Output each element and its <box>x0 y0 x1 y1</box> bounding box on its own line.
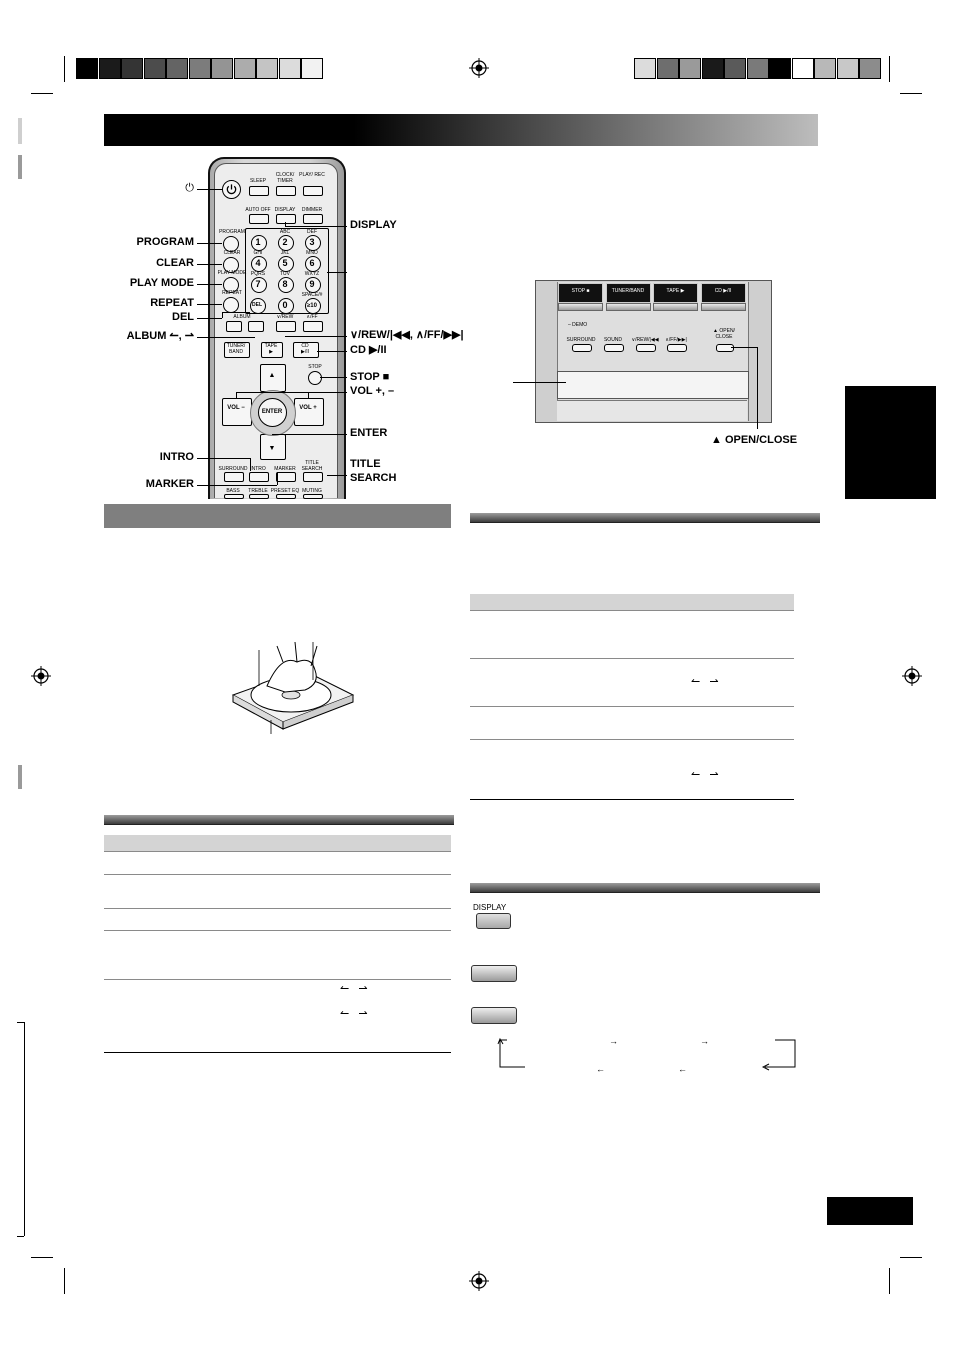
open-close-leader <box>731 347 757 348</box>
crop-mark <box>889 56 890 82</box>
cd-play-label: CD ▶/II <box>350 344 387 356</box>
color-swatch <box>724 58 746 79</box>
bottom-btn-label: SURROUND <box>218 466 248 472</box>
color-swatch <box>76 58 98 79</box>
intro-label: INTRO <box>159 451 194 463</box>
registration-target-icon <box>902 666 922 686</box>
cd-label: CD <box>301 343 309 349</box>
color-swatch <box>747 58 769 79</box>
unit-row-label: SOUND <box>603 337 623 343</box>
leader-line <box>197 189 222 190</box>
table-rule <box>104 851 451 852</box>
leader-line <box>236 392 347 393</box>
album-label: ALBUM ↼, ⇀ <box>126 330 194 342</box>
last-row-button[interactable] <box>224 494 244 499</box>
keypad-letters: JKL <box>280 250 290 256</box>
table-header <box>104 835 451 851</box>
power-icon <box>225 183 238 196</box>
color-swatch <box>769 58 791 79</box>
bottom-btn-label: TITLE SEARCH <box>301 460 323 472</box>
registration-target-icon <box>469 58 489 78</box>
rew-ff-label: ∨/REW/|◀◀, ∧/FF/▶▶| <box>350 329 464 341</box>
rew-btn-label: ∨/REW <box>276 314 294 320</box>
tape-sym: ▶ <box>269 349 273 355</box>
crop-mark <box>900 1257 922 1258</box>
enter-label: ENTER <box>350 427 388 439</box>
title-band <box>104 114 818 146</box>
album-symbols: ↼ ⇀ <box>340 1008 368 1020</box>
keypad-digit: 3 <box>309 237 315 247</box>
table-rule <box>470 610 794 611</box>
registration-target-icon <box>469 1271 489 1291</box>
program-label: PROGRAM <box>136 236 194 248</box>
demo-label: – DEMO <box>568 322 588 328</box>
small-btn-label: REPEAT <box>222 290 242 296</box>
color-swatch <box>234 58 256 79</box>
album-symbols: ↼ ⇀ <box>691 769 719 781</box>
color-swatch <box>657 58 679 79</box>
keypad-letters: WXYZ <box>304 271 320 277</box>
del-label: DEL <box>172 311 194 323</box>
color-swatch <box>792 58 814 79</box>
marker-label: MARKER <box>145 478 194 490</box>
table-rule <box>104 908 451 909</box>
display-button-icon <box>476 913 511 929</box>
unit-top-key-bevel <box>701 303 746 311</box>
leader-line <box>250 458 251 471</box>
album-btn-label: ALBUM <box>233 314 251 320</box>
keypad-digit: 6 <box>309 258 315 268</box>
search-label: SEARCH <box>350 472 397 484</box>
keypad-letters: MNO <box>306 250 318 256</box>
color-swatch <box>144 58 166 79</box>
leader-line <box>327 475 347 476</box>
color-swatch <box>189 58 211 79</box>
leader-line <box>197 318 222 319</box>
side-tab <box>845 386 936 499</box>
svg-text:→: → <box>609 1036 618 1046</box>
leader-line <box>197 304 222 305</box>
stop-button[interactable] <box>308 371 322 385</box>
margin-bracket <box>24 1022 25 1236</box>
leader-line <box>236 392 237 398</box>
sleep-button[interactable] <box>249 186 269 196</box>
color-swatch <box>301 58 323 79</box>
album-symbols: ↼ ⇀ <box>340 983 368 995</box>
color-swatch <box>256 58 278 79</box>
leader-line <box>197 337 255 338</box>
margin-bracket <box>17 1022 24 1023</box>
bottom-row-button[interactable] <box>249 472 269 482</box>
keypad-digit: 4 <box>255 258 261 268</box>
color-swatch <box>814 58 836 79</box>
leader-line <box>197 485 277 486</box>
color-swatch <box>166 58 188 79</box>
color-swatch <box>634 58 656 79</box>
disc-tray <box>557 371 749 399</box>
unit-top-key-label: TUNER/BAND <box>611 288 645 294</box>
table-rule <box>470 739 794 740</box>
display-icon-label: DISPLAY <box>473 903 507 912</box>
enter-btn-label: ENTER <box>261 409 283 415</box>
keypad-digit: ≥10 <box>307 303 317 309</box>
dimmer-button[interactable] <box>303 214 323 224</box>
color-swatch <box>211 58 233 79</box>
table-rule <box>104 979 451 980</box>
album-prev-button[interactable] <box>226 321 242 332</box>
vol-label: VOL +, – <box>350 385 395 397</box>
leader-line <box>285 336 347 337</box>
bottom-row-button[interactable] <box>276 472 296 482</box>
unit-top-key-label: STOP ■ <box>571 288 590 294</box>
unit-row-label: SURROUND <box>566 337 596 343</box>
display-label: DISPLAY <box>350 219 397 231</box>
table-rule <box>104 874 451 875</box>
panel-button-icon <box>471 965 517 982</box>
left-gutter-mark <box>18 118 22 144</box>
disc-tray-leader <box>513 382 566 383</box>
display-btn-label: DISPLAY <box>274 207 296 213</box>
leader-line <box>277 472 278 485</box>
left-round-button[interactable] <box>223 297 239 313</box>
repeat-label: REPEAT <box>150 297 194 309</box>
title-label: TITLE <box>350 458 381 470</box>
color-swatch <box>859 58 881 79</box>
svg-text:→: → <box>700 1036 709 1046</box>
clock-timer-button[interactable] <box>276 186 296 196</box>
sleep-label: SLEEP <box>249 178 267 184</box>
keypad-letters: ABC <box>279 229 291 235</box>
leader-line <box>285 226 347 227</box>
ff-button[interactable] <box>303 321 323 332</box>
display-cycle-diagram <box>495 1035 800 1075</box>
play-rec-button[interactable] <box>303 186 323 196</box>
last-row-label: PRESET EQ <box>270 488 300 494</box>
leader-line <box>197 264 222 265</box>
last-row-label: TREBLE <box>248 488 268 494</box>
color-swatch <box>837 58 859 79</box>
crop-mark <box>900 93 922 94</box>
color-swatch <box>679 58 701 79</box>
stop-label: STOP ■ <box>350 371 390 383</box>
leader-line <box>317 351 347 352</box>
keypad-digit: 9 <box>309 279 315 289</box>
last-row-label: BASS <box>226 488 240 494</box>
display-button[interactable] <box>276 214 296 224</box>
power-symbol-label: ⏻ <box>185 182 194 194</box>
unit-top-key-label: CD ▶/II <box>714 288 732 294</box>
keypad-digit: 5 <box>282 258 288 268</box>
unit-row-label: ∧/FF/▶▶| <box>665 337 687 343</box>
keypad-letters: DEF <box>307 229 317 235</box>
ff-btn-label: ∧/FF <box>306 314 318 320</box>
crop-mark <box>31 1257 53 1258</box>
last-row-button[interactable] <box>303 494 323 499</box>
clock-timer-label: CLOCK/ TIMER <box>275 172 295 184</box>
table-rule <box>104 930 451 931</box>
keypad-digit: 2 <box>282 237 288 247</box>
unit-open-close-button[interactable] <box>716 344 734 352</box>
unit-top-key-bevel <box>606 303 651 311</box>
last-row-button[interactable] <box>276 494 296 499</box>
clear-label: CLEAR <box>156 257 194 269</box>
svg-text:←: ← <box>678 1064 687 1074</box>
keypad-digit: 7 <box>255 279 261 289</box>
unit-row-label: ∨/REW/|◀◀ <box>631 337 659 343</box>
keypad-digit: 8 <box>282 279 288 289</box>
table-rule <box>470 658 794 659</box>
auto-off-button[interactable] <box>249 214 269 224</box>
unit-open-close-small: ▲ OPEN/ CLOSE <box>713 328 735 340</box>
arrow-down-icon: ▼ <box>268 445 276 452</box>
crop-mark <box>31 93 53 94</box>
subsection-header <box>470 883 820 893</box>
unit-top-key-bevel <box>558 303 603 311</box>
small-btn-label: PROGRAM <box>219 229 245 235</box>
color-swatch <box>702 58 724 79</box>
unit-row-button[interactable] <box>604 344 624 352</box>
leader-line <box>327 272 347 273</box>
unit-row-button[interactable] <box>667 344 687 352</box>
color-swatch <box>279 58 301 79</box>
svg-text:←: ← <box>596 1064 605 1074</box>
panel-button-icon <box>471 1007 517 1024</box>
leader-line <box>272 434 347 435</box>
leader-line <box>222 312 250 313</box>
unit-top-key-bevel <box>653 303 698 311</box>
keypad-letters: SPACE/# <box>301 292 323 298</box>
keypad-letters: TUV <box>280 271 290 277</box>
tuner-band-label: TUNER/ BAND <box>226 343 246 355</box>
unit-row-button[interactable] <box>572 344 592 352</box>
color-swatch <box>121 58 143 79</box>
play-mode-label: PLAY MODE <box>129 277 194 289</box>
unit-top-key-label: TAPE ▶ <box>666 288 685 294</box>
tape-label: TAPE <box>264 343 278 349</box>
album-symbols: ↼ ⇀ <box>691 676 719 688</box>
album-next-button[interactable] <box>248 321 264 332</box>
leader-line <box>197 284 222 285</box>
margin-bracket <box>17 1236 24 1237</box>
table-rule <box>104 1052 451 1053</box>
page-number-box <box>827 1197 913 1225</box>
keypad-digit: 1 <box>255 237 261 247</box>
registration-target-icon <box>31 666 51 686</box>
table-rule <box>470 706 794 707</box>
bottom-btn-label: INTRO <box>250 466 266 472</box>
left-gutter-mark <box>18 155 22 179</box>
table-rule <box>470 799 794 800</box>
leader-line <box>308 392 309 398</box>
unit-lower-panel <box>557 400 747 421</box>
keypad-letters: PQRS <box>250 271 266 277</box>
unit-row-button[interactable] <box>636 344 656 352</box>
dimmer-label: DIMMER <box>301 207 323 213</box>
leader-line <box>197 458 250 459</box>
open-close-label: ▲ OPEN/CLOSE <box>711 434 798 446</box>
color-swatch <box>99 58 121 79</box>
subsection-header <box>104 815 454 825</box>
crop-mark <box>889 1268 890 1294</box>
last-row-button[interactable] <box>249 494 269 499</box>
arrow-up-icon: ▲ <box>268 372 276 379</box>
crop-mark <box>64 1268 65 1294</box>
bottom-btn-label: MARKER <box>274 466 296 472</box>
auto-off-label: AUTO OFF <box>245 207 271 213</box>
del-btn-label: DEL <box>252 302 262 308</box>
rew-button[interactable] <box>276 321 296 332</box>
bottom-row-button[interactable] <box>303 472 323 482</box>
vol-minus-label: VOL − <box>227 405 245 411</box>
stop-btn-label: STOP <box>308 364 322 370</box>
leader-line <box>320 377 347 378</box>
last-row-label: MUTING <box>302 488 322 494</box>
keypad-digit: 0 <box>282 300 288 310</box>
disc-loading-illustration <box>225 640 360 735</box>
leader-line <box>197 243 222 244</box>
cd-sym: ▶/II <box>300 349 309 355</box>
vol-plus-label: VOL + <box>299 405 317 411</box>
vol-minus-button[interactable] <box>222 398 252 426</box>
section-header-inserting-discs <box>104 504 451 528</box>
small-btn-label: PLAY MODE <box>217 270 247 276</box>
subsection-header <box>470 513 820 523</box>
play-rec-label: PLAY/ REC <box>299 172 325 178</box>
bottom-row-button[interactable] <box>224 472 244 482</box>
vol-plus-button[interactable] <box>294 398 324 426</box>
open-close-leader <box>757 347 758 429</box>
keypad-letters: GHI <box>253 250 263 256</box>
small-btn-label: CLEAR <box>223 250 241 256</box>
crop-mark <box>64 56 65 82</box>
left-gutter-mark <box>18 765 22 789</box>
table-header <box>470 594 794 610</box>
